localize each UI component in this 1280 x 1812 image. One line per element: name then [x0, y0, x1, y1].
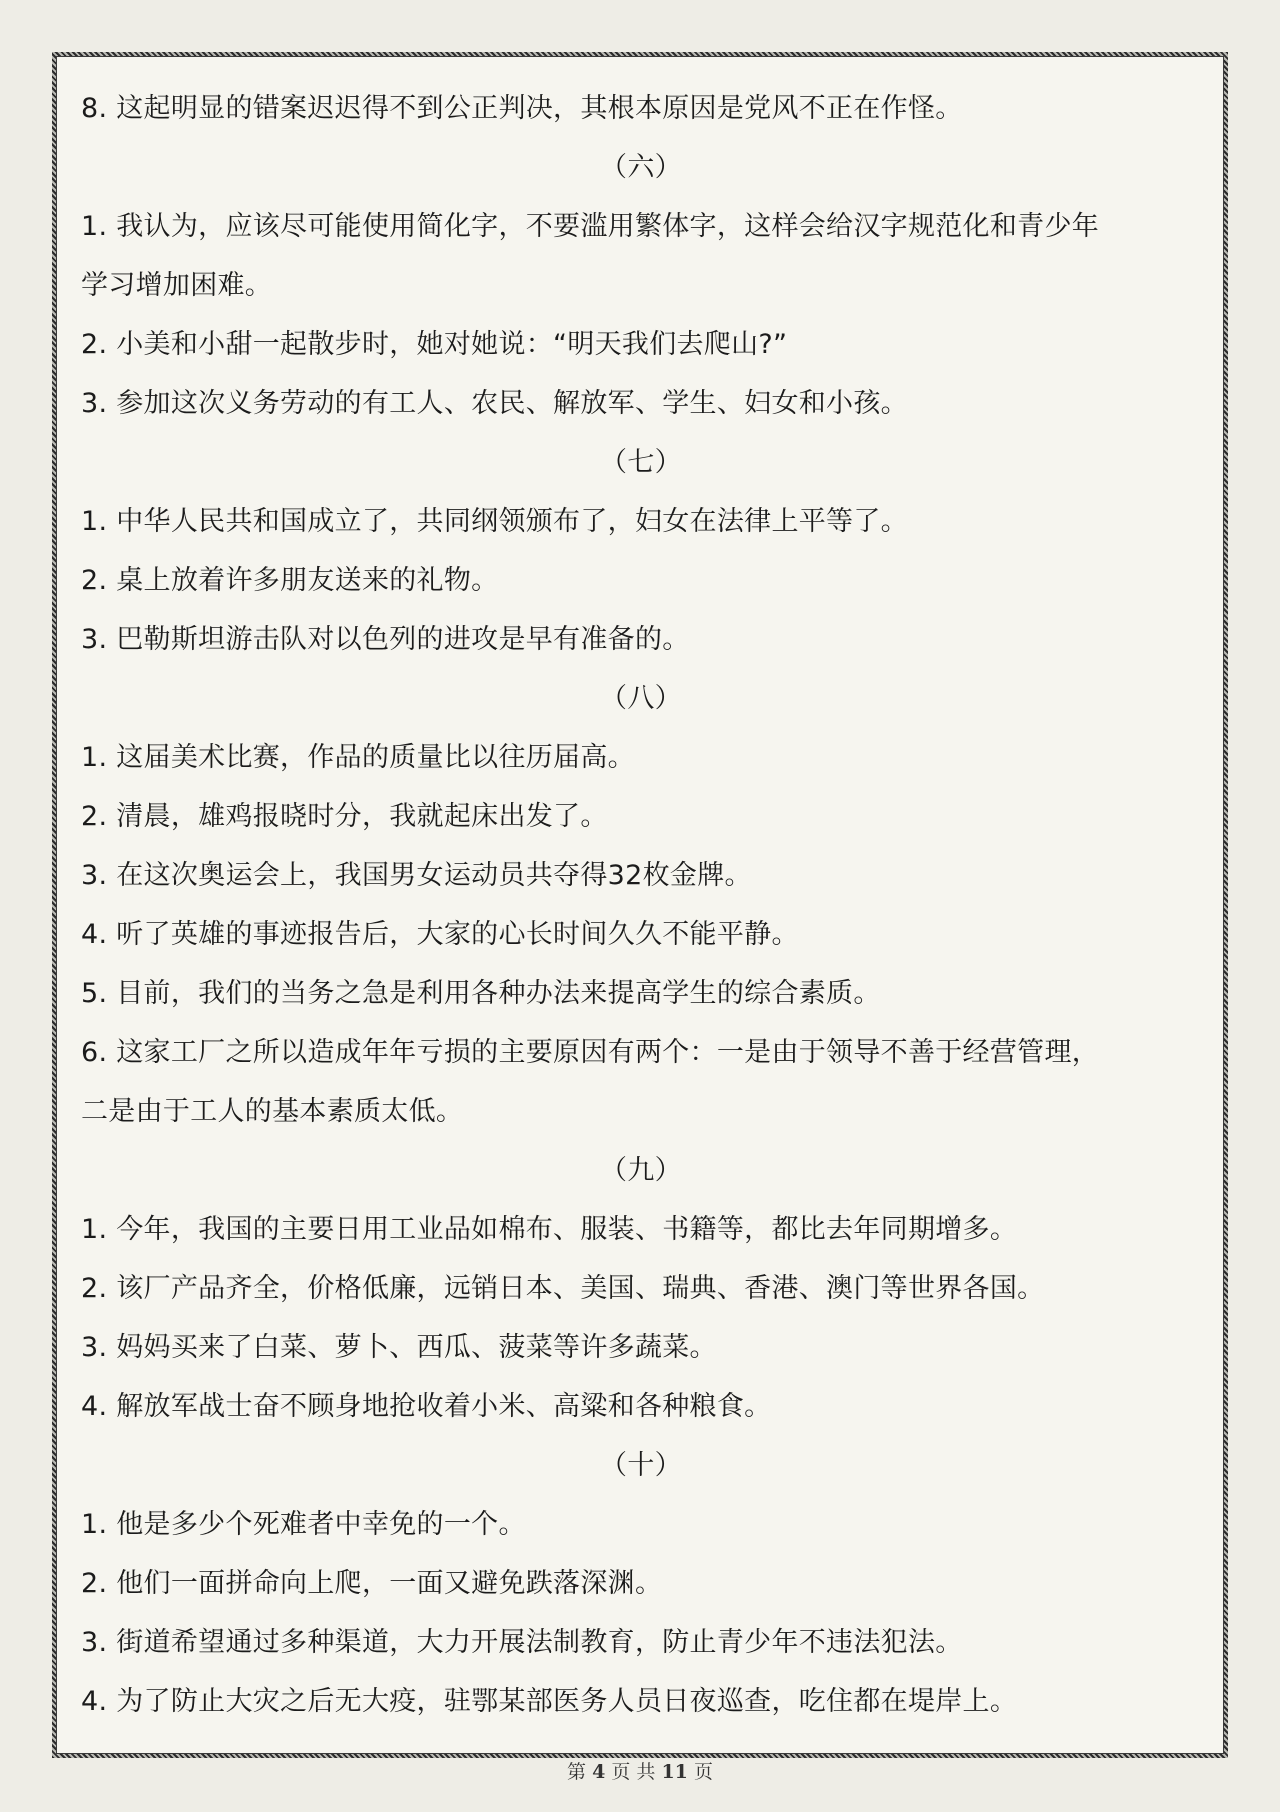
section-heading-9: （九）	[600, 1155, 682, 1186]
text-line: 1. 今年，我国的主要日用工业品如棉布、服装、书籍等，都比去年同期增多。	[81, 1214, 1018, 1245]
footer-prefix: 第	[567, 1761, 587, 1783]
text-line: 学习增加困难。	[81, 270, 273, 301]
text-line: 3. 在这次奥运会上，我国男女运动员共夺得32枚金牌。	[81, 860, 752, 891]
footer-middle: 页 共	[611, 1761, 656, 1783]
text-line: 1. 中华人民共和国成立了，共同纲领颁布了，妇女在法律上平等了。	[81, 506, 908, 537]
page-content	[56, 56, 1224, 1754]
text-line: 1. 这届美术比赛，作品的质量比以往历届高。	[81, 742, 635, 773]
text-line: 4. 为了防止大灾之后无大疫，驻鄂某部医务人员日夜巡查，吃住都在堤岸上。	[81, 1686, 1018, 1717]
section-heading-10: （十）	[600, 1450, 682, 1481]
text-line: 3. 巴勒斯坦游击队对以色列的进攻是早有准备的。	[81, 624, 690, 655]
text-line: 4. 听了英雄的事迹报告后，大家的心长时间久久不能平静。	[81, 919, 799, 950]
footer-suffix: 页	[693, 1761, 713, 1783]
text-line: 1. 他是多少个死难者中幸免的一个。	[81, 1509, 526, 1540]
text-line: 3. 参加这次义务劳动的有工人、农民、解放军、学生、妇女和小孩。	[81, 388, 908, 419]
text-line: 4. 解放军战士奋不顾身地抢收着小米、高粱和各种粮食。	[81, 1391, 772, 1422]
footer-total-pages: 11	[661, 1761, 688, 1783]
text-line: 2. 桌上放着许多朋友送来的礼物。	[81, 565, 499, 596]
section-heading-6: （六）	[600, 152, 682, 183]
section-heading-7: （七）	[600, 447, 682, 478]
text-line: 2. 小美和小甜一起散步时，她对她说：“明天我们去爬山?”	[81, 329, 788, 360]
page-border	[52, 52, 1228, 1758]
text-line: 8. 这起明显的错案迟迟得不到公正判决，其根本原因是党风不正在作怪。	[81, 93, 963, 124]
text-line: 1. 我认为，应该尽可能使用简化字，不要滥用繁体字，这样会给汉字规范化和青少年	[81, 211, 1100, 242]
text-line: 二是由于工人的基本素质太低。	[81, 1096, 464, 1127]
text-line: 3. 街道希望通过多种渠道，大力开展法制教育，防止青少年不违法犯法。	[81, 1627, 963, 1658]
text-line: 2. 他们一面拼命向上爬，一面又避免跌落深渊。	[81, 1568, 663, 1599]
footer-page-number: 4	[592, 1761, 606, 1783]
text-line: 5. 目前，我们的当务之急是利用各种办法来提高学生的综合素质。	[81, 978, 881, 1009]
text-line: 3. 妈妈买来了白菜、萝卜、西瓜、菠菜等许多蔬菜。	[81, 1332, 717, 1363]
page-footer	[0, 1760, 1280, 1784]
section-heading-8: （八）	[600, 683, 682, 714]
text-line: 2. 该厂产品齐全，价格低廉，远销日本、美国、瑞典、香港、澳门等世界各国。	[81, 1273, 1045, 1304]
text-line: 2. 清晨，雄鸡报晓时分，我就起床出发了。	[81, 801, 608, 832]
text-line: 6. 这家工厂之所以造成年年亏损的主要原因有两个：一是由于领导不善于经营管理，	[81, 1037, 1100, 1068]
